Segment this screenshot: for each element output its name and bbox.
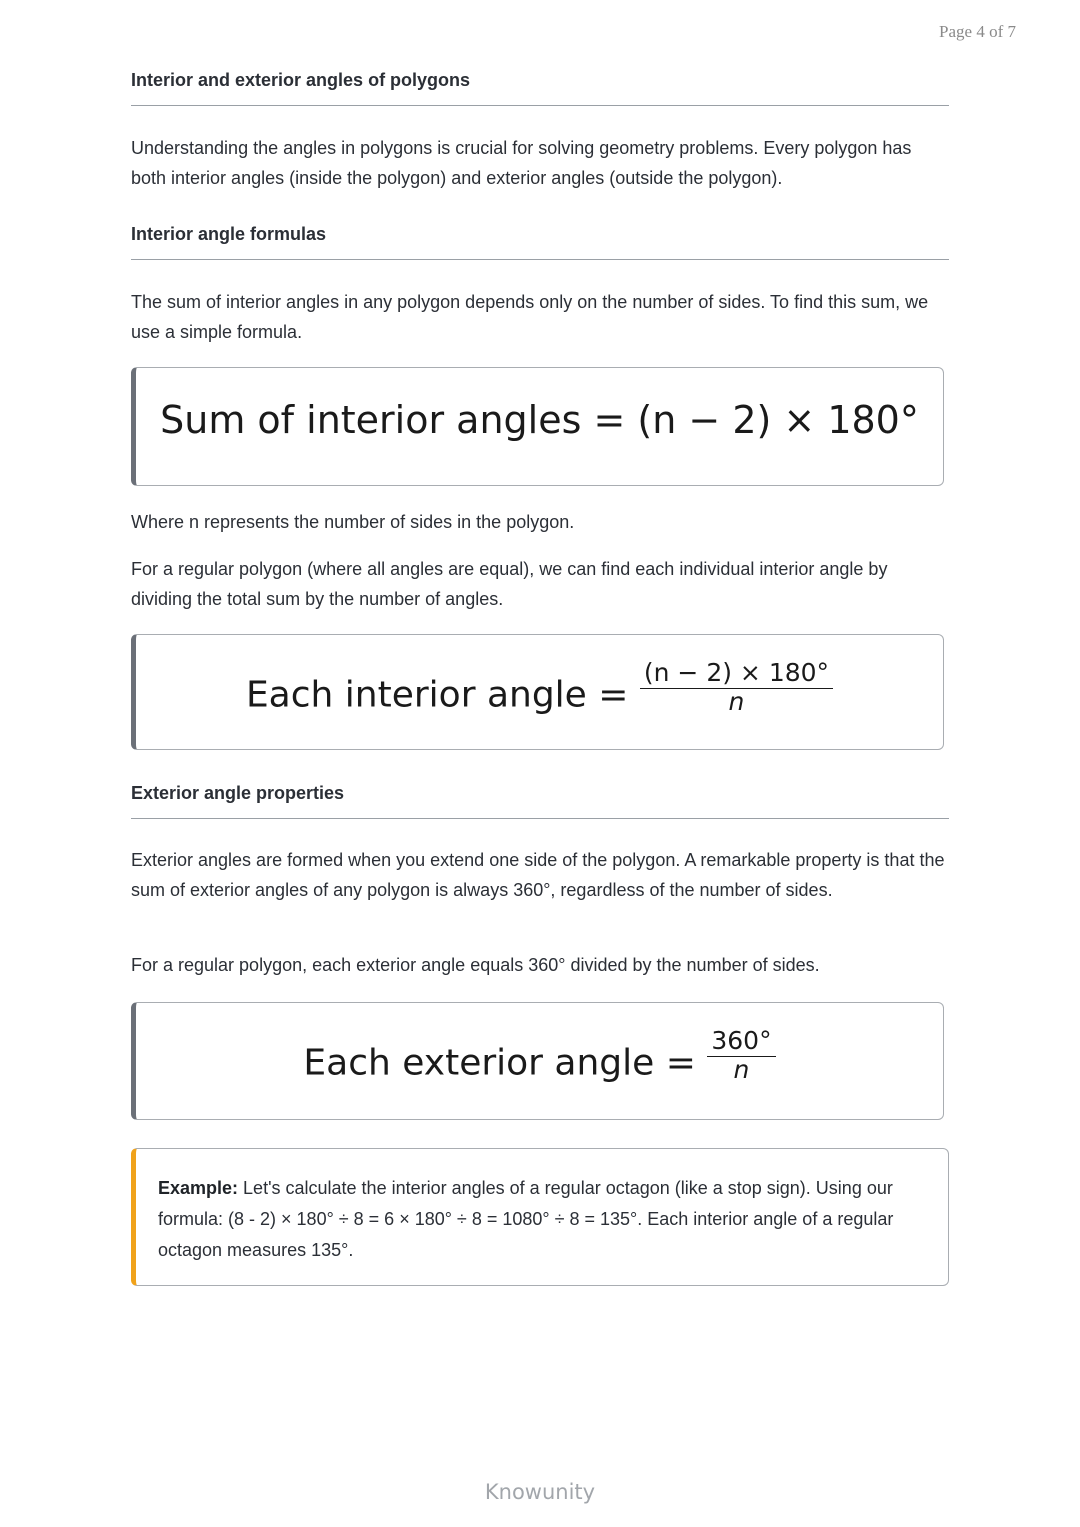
formula-each-interior-lhs: Each interior angle = <box>245 674 629 716</box>
formula-each-interior-denominator: n <box>728 686 745 716</box>
example-label: Example: <box>158 1178 239 1198</box>
formula-each-interior <box>136 658 943 724</box>
where-n-paragraph: Where n represents the number of sides in the polygon. <box>131 512 575 532</box>
formula-sum-box <box>131 367 944 486</box>
formula-sum: Sum of interior angles = (n − 2) × 180° <box>160 398 919 442</box>
exterior-paragraph: Exterior angles are formed when you extend one side of the polygon. A remarkable property is that the sum of exterior angles of any polygon is always 360°, regardless of the number of sides. <box>131 850 945 900</box>
formula-each-interior-fraction <box>640 659 833 714</box>
formula-each-exterior-denominator: n <box>733 1054 750 1084</box>
exterior-heading: Exterior angle properties <box>131 783 949 819</box>
footer-brand: Knowunity <box>484 1480 596 1504</box>
formula-each-interior-box <box>131 634 944 750</box>
formula-each-interior-numerator: (n − 2) × 180° <box>640 659 833 689</box>
formula-each-exterior-lhs: Each exterior angle = <box>303 1042 696 1084</box>
formula-each-exterior-box <box>131 1002 944 1120</box>
page-number: Page 4 of 7 <box>939 22 1016 41</box>
regular-polygon-paragraph: For a regular polygon (where all angles are equal), we can find each individual interior angle by dividing the total sum by the number of angles. <box>131 559 888 609</box>
interior-paragraph: The sum of interior angles in any polygon depends only on the number of sides. To find this sum, we use a simple formula. <box>131 292 929 342</box>
formula-each-exterior-fraction <box>707 1027 775 1082</box>
example-text: Let's calculate the interior angles of a regular octagon (like a stop sign). Using our formula: (8 - 2) × 180° ÷ 8 = 6 × 180° ÷ 8 = 1080° ÷ 8 = 135°. Each interior angle of a regular octagon measures 135°. <box>158 1178 894 1260</box>
exterior-regular-paragraph: For a regular polygon, each exterior angle equals 360° divided by the number of sides. <box>131 955 820 975</box>
example-box <box>131 1148 949 1286</box>
page-title: Interior and exterior angles of polygons <box>131 70 949 106</box>
intro-paragraph: Understanding the angles in polygons is crucial for solving geometry problems. Every polygon has both interior angles (inside the polygon) and exterior angles (outside the polygon). <box>131 138 912 188</box>
formula-each-exterior <box>136 1026 943 1092</box>
formula-each-exterior-numerator: 360° <box>707 1027 775 1057</box>
interior-heading: Interior angle formulas <box>131 224 949 260</box>
